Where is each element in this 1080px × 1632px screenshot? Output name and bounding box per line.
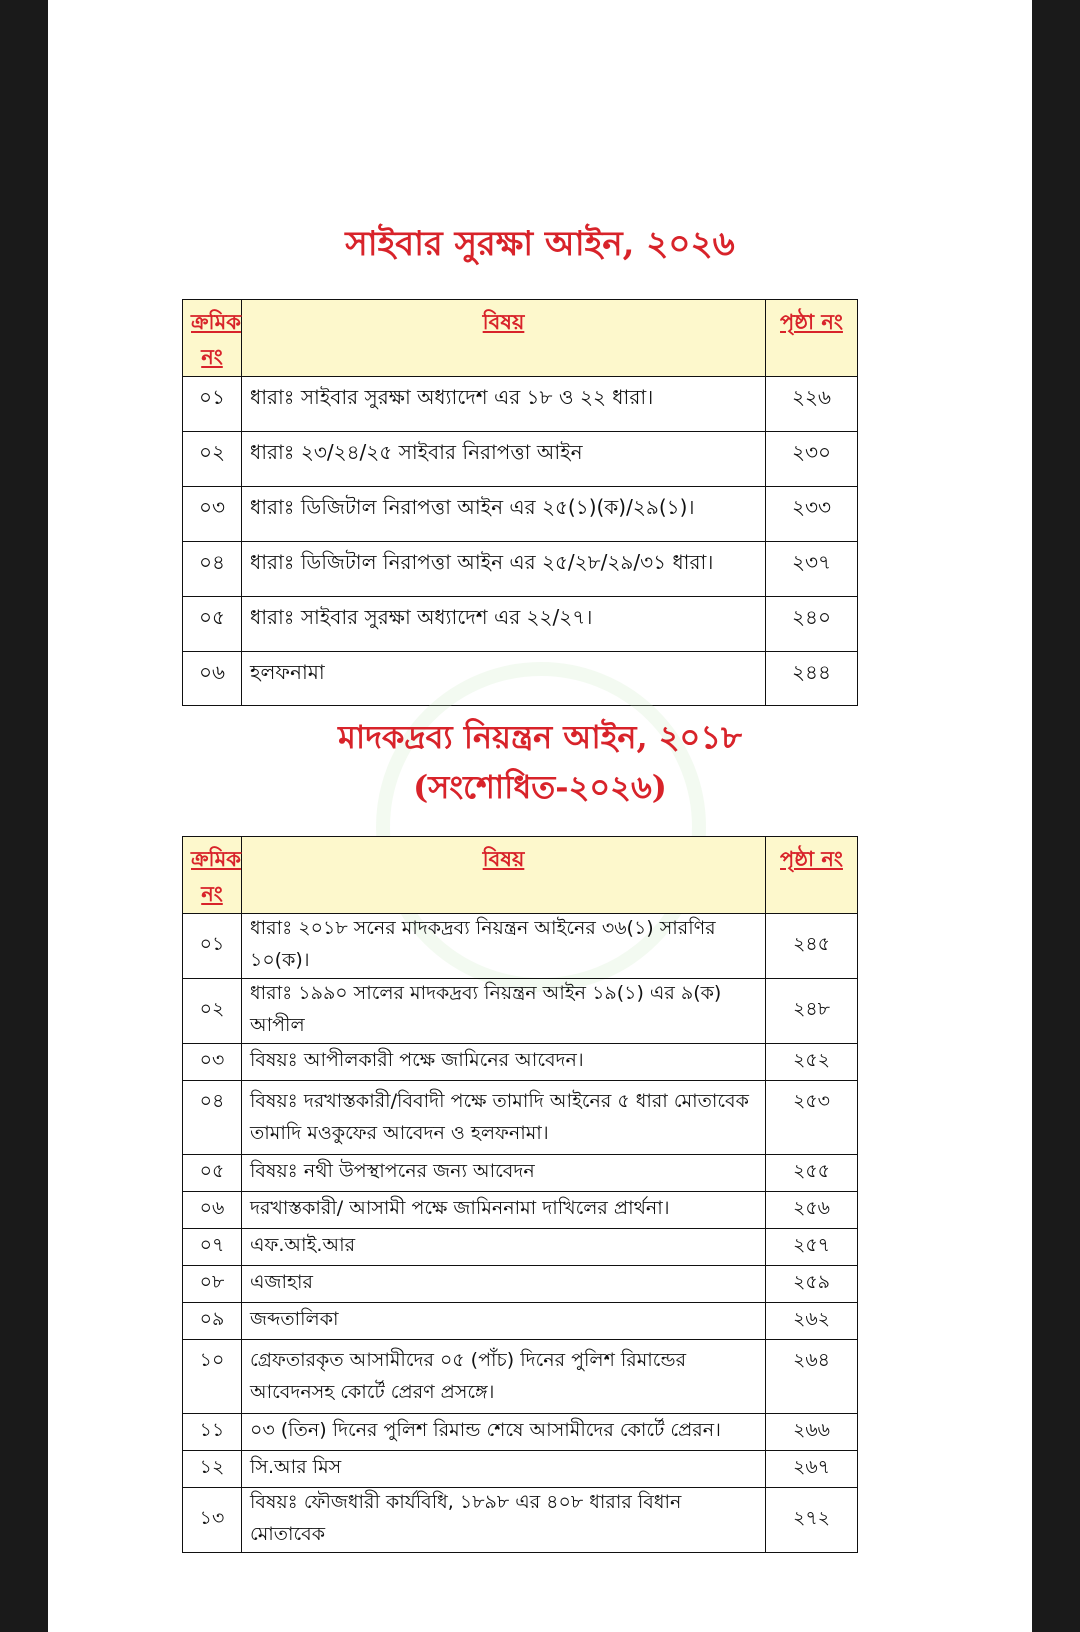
table-row xyxy=(183,1340,858,1414)
row-page: ২৩০ xyxy=(766,432,858,487)
row-page: ২৫৭ xyxy=(766,1229,858,1266)
table-row xyxy=(183,979,858,1044)
row-serial: ০৬ xyxy=(183,652,242,706)
table-row xyxy=(183,597,858,652)
row-page: ২৫৯ xyxy=(766,1266,858,1303)
row-subject: সি.আর মিস xyxy=(242,1451,766,1488)
section2-subtitle: (সংশোধিত-২০২৬) xyxy=(413,768,667,806)
table-row xyxy=(183,1192,858,1229)
table-row xyxy=(183,487,858,542)
row-subject: ধারাঃ ২০১৮ সনের মাদকদ্রব্য নিয়ন্ত্রন আইনের ৩৬(১) সারণির ১০(ক)। xyxy=(242,914,766,979)
table-row xyxy=(183,377,858,432)
table-row xyxy=(183,1303,858,1340)
row-subject: ধারাঃ ১৯৯০ সালের মাদকদ্রব্য নিয়ন্ত্রন আইন ১৯(১) এর ৯(ক) আপীল xyxy=(242,979,766,1044)
row-page: ২৪০ xyxy=(766,597,858,652)
row-serial: ০৩ xyxy=(183,1044,242,1081)
table-row xyxy=(183,914,858,979)
row-page: ২৬২ xyxy=(766,1303,858,1340)
section2-table xyxy=(182,836,858,1553)
row-subject: বিষয়ঃ আপীলকারী পক্ষে জামিনের আবেদন। xyxy=(242,1044,766,1081)
table-row xyxy=(183,1229,858,1266)
table-row xyxy=(183,432,858,487)
table-row xyxy=(183,1044,858,1081)
row-serial: ০৩ xyxy=(183,487,242,542)
section1-title: সাইবার সুরক্ষা আইন, ২০২৬ xyxy=(345,224,735,264)
row-subject: জব্দতালিকা xyxy=(242,1303,766,1340)
table-row xyxy=(183,1081,858,1155)
row-page: ২৪৪ xyxy=(766,652,858,706)
row-subject: ধারাঃ ২৩/২৪/২৫ সাইবার নিরাপত্তা আইন xyxy=(242,432,766,487)
section2-title: মাদকদ্রব্য নিয়ন্ত্রন আইন, ২০১৮ xyxy=(338,718,742,756)
row-serial: ০৫ xyxy=(183,1155,242,1192)
header-serial: ক্রমিক নং xyxy=(183,300,242,377)
table-row xyxy=(183,1488,858,1553)
row-page: ২৭২ xyxy=(766,1488,858,1553)
row-serial: ১১ xyxy=(183,1414,242,1451)
table-row xyxy=(183,542,858,597)
row-subject: বিষয়ঃ নথী উপস্থাপনের জন্য আবেদন xyxy=(242,1155,766,1192)
row-page: ২৪৫ xyxy=(766,914,858,979)
row-subject: ধারাঃ ডিজিটাল নিরাপত্তা আইন এর ২৫(১)(ক)/২৯(১)। xyxy=(242,487,766,542)
row-serial: ০১ xyxy=(183,377,242,432)
row-serial: ০৬ xyxy=(183,1192,242,1229)
row-serial: ০৭ xyxy=(183,1229,242,1266)
row-subject: গ্রেফতারকৃত আসামীদের ০৫ (পাঁচ) দিনের পুলিশ রিমান্ডের আবেদনসহ কোর্টে প্রেরণ প্রসঙ্গে। xyxy=(242,1340,766,1414)
row-serial: ০৪ xyxy=(183,542,242,597)
row-page: ২৩৭ xyxy=(766,542,858,597)
header-subject: বিষয় xyxy=(242,837,766,914)
row-serial: ০৯ xyxy=(183,1303,242,1340)
row-page: ২৫২ xyxy=(766,1044,858,1081)
row-page: ২৬৭ xyxy=(766,1451,858,1488)
row-page: ২২৬ xyxy=(766,377,858,432)
row-serial: ১৩ xyxy=(183,1488,242,1553)
table-row xyxy=(183,1155,858,1192)
row-page: ২৩৩ xyxy=(766,487,858,542)
row-subject: বিষয়ঃ দরখাস্তকারী/বিবাদী পক্ষে তামাদি আইনের ৫ ধারা মোতাবেক তামাদি মওকুফের আবেদন ও হলফনামা। xyxy=(242,1081,766,1155)
row-subject: হলফনামা xyxy=(242,652,766,706)
row-serial: ০৪ xyxy=(183,1081,242,1155)
row-page: ২৪৮ xyxy=(766,979,858,1044)
header-subject: বিষয় xyxy=(242,300,766,377)
row-serial: ০২ xyxy=(183,432,242,487)
section1-table xyxy=(182,299,858,706)
table-row xyxy=(183,1414,858,1451)
row-subject: ধারাঃ সাইবার সুরক্ষা অধ্যাদেশ এর ১৮ ও ২২ ধারা। xyxy=(242,377,766,432)
row-page: ২৫৬ xyxy=(766,1192,858,1229)
header-page: পৃষ্ঠা নং xyxy=(766,300,858,377)
row-subject: বিষয়ঃ ফৌজধারী কার্যবিধি, ১৮৯৮ এর ৪০৮ ধারার বিধান মোতাবেক xyxy=(242,1488,766,1553)
row-subject: এফ.আই.আর xyxy=(242,1229,766,1266)
row-serial: ১০ xyxy=(183,1340,242,1414)
row-subject: দরখাস্তকারী/ আসামী পক্ষে জামিননামা দাখিলের প্রার্থনা। xyxy=(242,1192,766,1229)
row-page: ২৬৬ xyxy=(766,1414,858,1451)
header-serial: ক্রমিক নং xyxy=(183,837,242,914)
row-serial: ০২ xyxy=(183,979,242,1044)
row-subject: ধারাঃ ডিজিটাল নিরাপত্তা আইন এর ২৫/২৮/২৯/৩১ ধারা। xyxy=(242,542,766,597)
row-serial: ০৮ xyxy=(183,1266,242,1303)
table-row xyxy=(183,1451,858,1488)
row-serial: ১২ xyxy=(183,1451,242,1488)
row-subject: ধারাঃ সাইবার সুরক্ষা অধ্যাদেশ এর ২২/২৭। xyxy=(242,597,766,652)
row-page: ২৫৫ xyxy=(766,1155,858,1192)
table-row xyxy=(183,1266,858,1303)
row-subject: ০৩ (তিন) দিনের পুলিশ রিমান্ড শেষে আসামীদের কোর্টে প্রেরন। xyxy=(242,1414,766,1451)
header-page: পৃষ্ঠা নং xyxy=(766,837,858,914)
row-page: ২৬৪ xyxy=(766,1340,858,1414)
row-subject: এজাহার xyxy=(242,1266,766,1303)
row-page: ২৫৩ xyxy=(766,1081,858,1155)
row-serial: ০১ xyxy=(183,914,242,979)
row-serial: ০৫ xyxy=(183,597,242,652)
